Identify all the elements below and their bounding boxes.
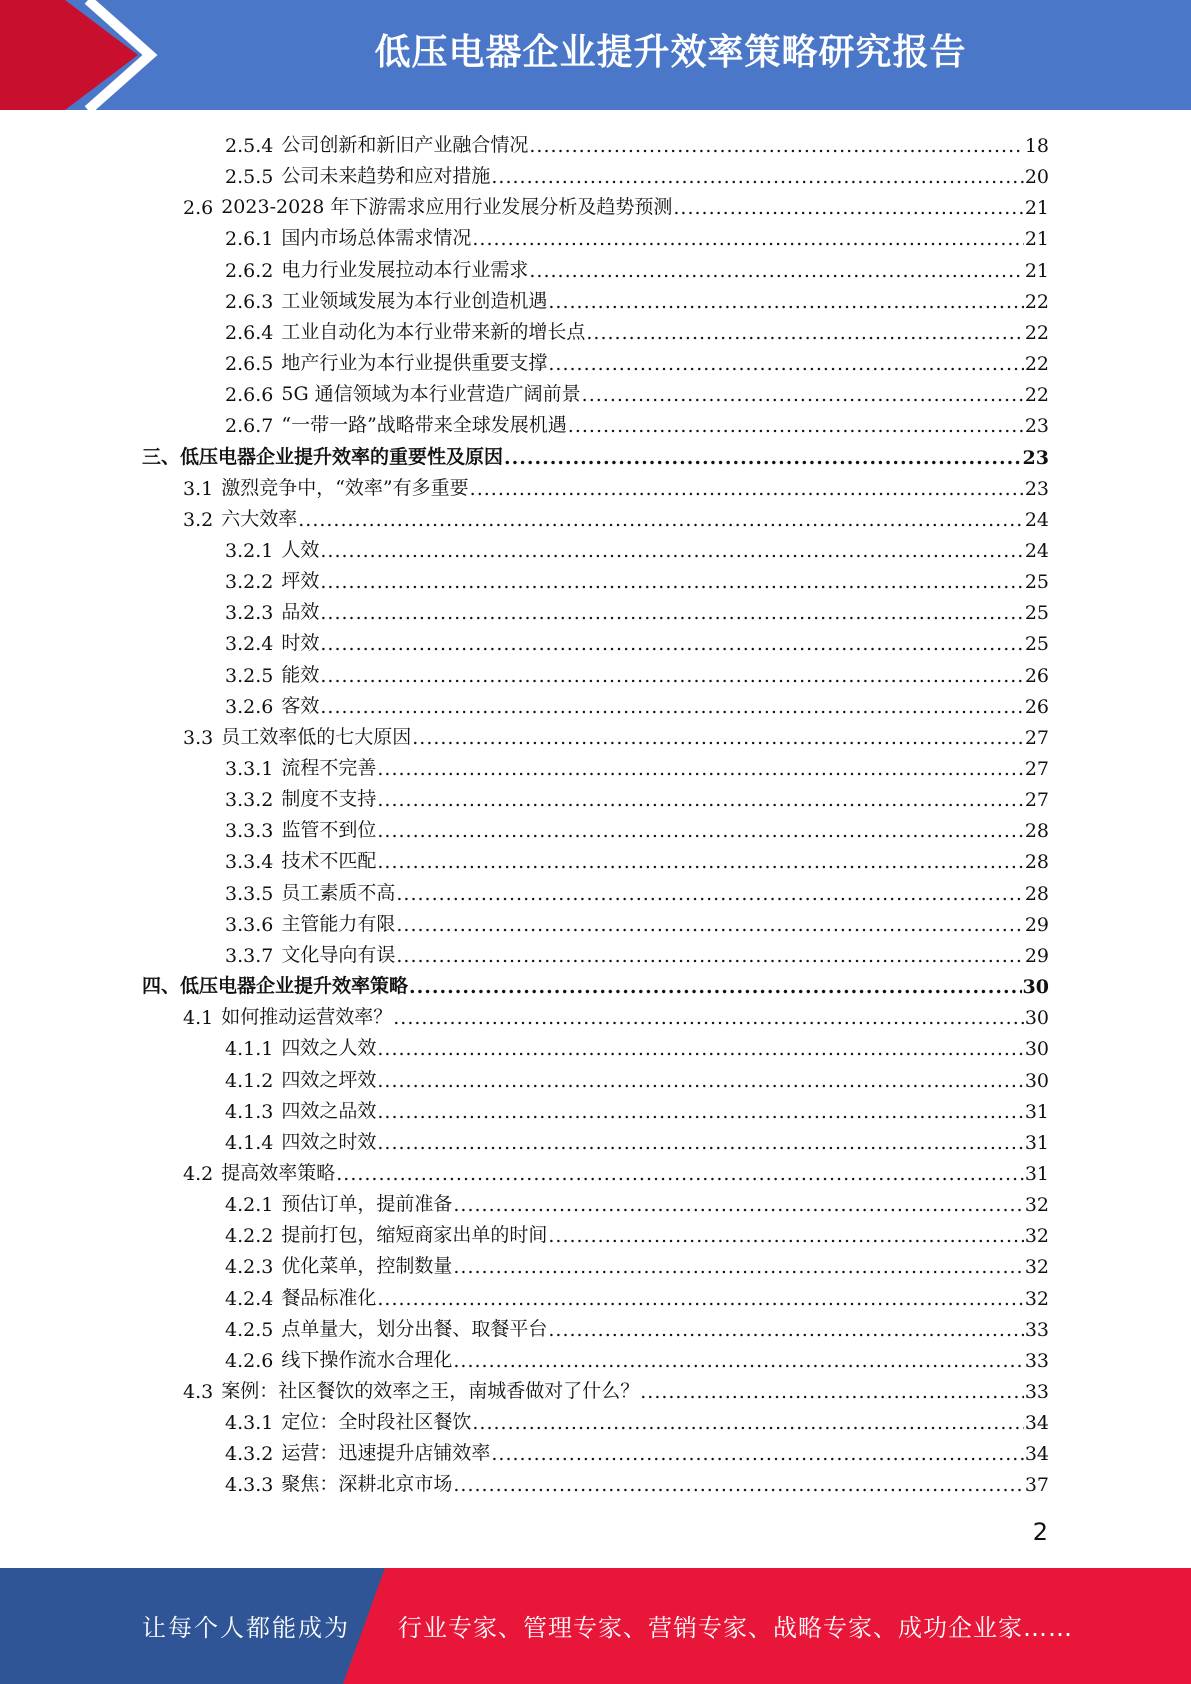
toc-dot-leader <box>396 945 1023 967</box>
toc-entry-number: 4.1 <box>183 1007 214 1030</box>
toc-entry-page: 23 <box>1024 415 1049 438</box>
toc-entry-number: 4.2.5 <box>225 1318 274 1341</box>
toc-dot-leader <box>298 509 1024 531</box>
toc-entry-title: 工业领域发展为本行业创造机遇 <box>281 289 548 312</box>
toc-entry-title: 文化导向有误 <box>281 943 396 966</box>
toc-entry-title: 2023-2028 年下游需求应用行业发展分析及趋势预测 <box>221 196 673 219</box>
toc-dot-leader <box>548 353 1023 375</box>
toc-entry-number: 3.3 <box>183 726 214 749</box>
toc-entry-number: 3.3.2 <box>225 789 274 812</box>
toc-entry-number: 四、 <box>142 975 181 998</box>
toc-dot-leader <box>377 758 1023 780</box>
toc-entry-number: 2.6.6 <box>225 384 274 407</box>
toc-entry[interactable] <box>225 593 1049 624</box>
toc-entry[interactable] <box>225 811 1049 842</box>
toc-entry-number: 2.6.7 <box>225 415 274 438</box>
toc-entry-page: 34 <box>1024 1443 1049 1466</box>
toc-entry-number: 2.6 <box>183 197 214 220</box>
toc-entry-number: 4.1.4 <box>225 1131 274 1154</box>
toc-entry-page: 18 <box>1024 135 1049 157</box>
toc-dot-leader <box>548 1319 1023 1341</box>
toc-entry-number: 3.2.5 <box>225 664 274 687</box>
toc-dot-leader <box>396 914 1023 936</box>
footer-slogan-left: 让每个人都能成为 <box>142 1614 350 1642</box>
toc-entry-number: 2.5.4 <box>225 135 274 157</box>
toc-entry[interactable] <box>225 251 1049 282</box>
toc-entry-number: 4.3.3 <box>225 1474 274 1497</box>
toc-entry-title: 客效 <box>281 694 320 717</box>
toc-entry-page: 30 <box>1024 1069 1049 1092</box>
toc-dot-leader <box>396 883 1023 905</box>
toc-dot-leader <box>491 1443 1023 1465</box>
toc-dot-leader <box>377 1288 1023 1310</box>
header-banner <box>0 0 1191 110</box>
toc-entry[interactable] <box>225 313 1049 344</box>
toc-entry-number: 3.3.5 <box>225 882 274 905</box>
toc-entry-page: 31 <box>1024 1162 1049 1185</box>
toc-entry-title: 四效之坪效 <box>281 1068 377 1091</box>
toc-dot-leader <box>491 166 1023 188</box>
toc-entry-page: 32 <box>1024 1287 1049 1310</box>
toc-entry-title: 能效 <box>281 663 320 686</box>
toc-dot-leader <box>504 447 1022 469</box>
toc-entry-title: 员工素质不高 <box>281 881 396 904</box>
toc-dot-leader <box>412 727 1024 749</box>
toc-entry-title: 低压电器企业提升效率的重要性及原因 <box>180 445 504 468</box>
toc-entry[interactable] <box>225 1029 1049 1060</box>
toc-entry-number: 3.1 <box>183 477 214 500</box>
toc-entry-page: 33 <box>1024 1381 1049 1403</box>
toc-entry-number: 3.3.7 <box>225 944 274 967</box>
toc-entry-number: 3.2.2 <box>225 571 274 594</box>
toc-entry-page: 26 <box>1024 664 1049 687</box>
toc-entry[interactable] <box>225 344 1049 375</box>
toc-entry[interactable] <box>225 1123 1049 1154</box>
toc-entry-page: 25 <box>1024 602 1049 625</box>
toc-entry-title: 电力行业发展拉动本行业需求 <box>281 258 529 281</box>
toc-entry-page: 33 <box>1024 1318 1049 1341</box>
toc-entry-page: 27 <box>1024 758 1049 780</box>
toc-dot-leader <box>320 633 1023 655</box>
toc-dot-leader <box>529 135 1023 157</box>
toc-entry-page: 28 <box>1024 882 1049 905</box>
toc-dot-leader <box>548 1225 1023 1247</box>
toc-entry-page: 32 <box>1024 1256 1049 1279</box>
toc-entry-number: 4.2.2 <box>225 1225 274 1248</box>
toc-dot-leader <box>377 1132 1023 1154</box>
toc-entry[interactable] <box>183 188 1049 219</box>
toc-entry[interactable] <box>183 469 1049 500</box>
toc-entry[interactable] <box>225 1465 1049 1496</box>
toc-entry-title: 运营：迅速提升店铺效率 <box>281 1442 491 1465</box>
footer-slogan-right: 行业专家、管理专家、营销专家、战略专家、成功企业家…… <box>398 1614 1073 1642</box>
toc-entry[interactable] <box>225 157 1049 188</box>
toc-entry-number: 2.6.2 <box>225 259 274 282</box>
toc-dot-leader <box>393 1007 1024 1029</box>
toc-entry-number: 4.2.6 <box>225 1349 274 1372</box>
toc-dot-leader <box>377 1070 1023 1092</box>
toc-dot-leader <box>640 1381 1024 1403</box>
toc-dot-leader <box>673 197 1023 219</box>
toc-entry-title: 监管不到位 <box>281 819 377 842</box>
toc-entry-page: 24 <box>1024 508 1049 531</box>
toc-entry[interactable] <box>142 967 1049 998</box>
toc-entry-title: 四效之时效 <box>281 1130 377 1153</box>
toc-entry-title: 点单量大，划分出餐、取餐平台 <box>281 1317 548 1340</box>
toc-entry-number: 4.3 <box>183 1381 214 1403</box>
toc-entry-title: 员工效率低的七大原因 <box>221 725 412 748</box>
toc-entry-number: 4.2.3 <box>225 1256 274 1279</box>
toc-entry-title: 5G 通信领域为本行业营造广阔前景 <box>281 383 581 406</box>
toc-entry-title: 公司创新和新旧产业融合情况 <box>281 134 529 156</box>
toc-entry[interactable] <box>183 1154 1049 1185</box>
toc-entry-title: 人效 <box>281 538 320 561</box>
toc-entry[interactable] <box>225 1279 1049 1310</box>
toc-entry-page: 29 <box>1024 944 1049 967</box>
toc-entry[interactable] <box>225 905 1049 936</box>
toc-entry-number: 三、 <box>142 445 181 468</box>
toc-entry-page: 28 <box>1024 820 1049 843</box>
toc-entry-number: 4.2 <box>183 1162 214 1185</box>
toc-entry-page: 21 <box>1024 259 1049 282</box>
toc-entry[interactable] <box>225 1434 1049 1465</box>
toc-entry-page: 20 <box>1024 166 1049 189</box>
toc-entry-number: 3.3.1 <box>225 758 274 780</box>
toc-entry-number: 2.6.3 <box>225 290 274 313</box>
toc-dot-leader <box>453 1194 1023 1216</box>
toc-entry-title: 品效 <box>281 601 320 624</box>
toc-dot-leader <box>453 1350 1023 1372</box>
toc-entry-title: 四效之品效 <box>281 1099 377 1122</box>
toc-entry-page: 21 <box>1024 197 1049 220</box>
toc-entry[interactable] <box>225 749 1049 780</box>
toc-entry-page: 32 <box>1024 1194 1049 1217</box>
toc-entry-number: 3.2 <box>183 508 214 531</box>
toc-entry-number: 3.3.4 <box>225 851 274 874</box>
toc-entry[interactable] <box>142 438 1049 469</box>
toc-entry-page: 23 <box>1024 477 1049 500</box>
toc-entry-title: 地产行业为本行业提供重要支撑 <box>281 352 548 375</box>
toc-entry-page: 32 <box>1024 1225 1049 1248</box>
toc-entry-page: 30 <box>1024 1038 1049 1061</box>
toc-entry-number: 2.6.5 <box>225 353 274 376</box>
toc-dot-leader <box>320 696 1023 718</box>
toc-dot-leader <box>568 415 1024 437</box>
toc-entry-title: “一带一路”战略带来全球发展机遇 <box>281 414 567 437</box>
toc-entry-number: 4.1.1 <box>225 1038 274 1061</box>
toc-entry-number: 4.3.1 <box>225 1412 274 1435</box>
toc-entry-page: 22 <box>1024 353 1049 376</box>
toc-dot-leader <box>472 1412 1023 1434</box>
toc-dot-leader <box>453 1474 1023 1496</box>
toc-entry[interactable] <box>183 718 1049 749</box>
toc-entry[interactable] <box>225 126 1049 157</box>
toc-entry-title: 案例：社区餐饮的效率之王，南城香做对了什么？ <box>221 1380 640 1402</box>
toc-entry[interactable] <box>225 1247 1049 1278</box>
toc-entry-number: 3.2.3 <box>225 602 274 625</box>
toc-entry[interactable] <box>225 531 1049 562</box>
toc-entry-title: 定位：全时段社区餐饮 <box>281 1411 472 1434</box>
toc-dot-leader <box>582 384 1024 406</box>
toc-dot-leader <box>377 1101 1023 1123</box>
toc-entry[interactable] <box>225 375 1049 406</box>
toc-entry-number: 3.3.3 <box>225 820 274 843</box>
toc-entry-number: 2.5.5 <box>225 166 274 189</box>
toc-entry-number: 4.2.4 <box>225 1287 274 1310</box>
toc-entry[interactable] <box>225 562 1049 593</box>
toc-entry-number: 3.2.4 <box>225 633 274 656</box>
toc-entry-title: 制度不支持 <box>281 788 377 811</box>
toc-entry-title: 优化菜单，控制数量 <box>281 1255 453 1278</box>
toc-entry-page: 21 <box>1024 228 1049 251</box>
toc-entry[interactable] <box>225 1216 1049 1247</box>
toc-entry-title: 提前打包，缩短商家出单的时间 <box>281 1224 548 1247</box>
toc-dot-leader <box>586 322 1023 344</box>
toc-entry-title: 聚焦：深耕北京市场 <box>281 1473 453 1496</box>
toc-entry-number: 4.1.3 <box>225 1100 274 1123</box>
toc-dot-leader <box>320 665 1023 687</box>
toc-dot-leader <box>548 291 1023 313</box>
toc-entry-title: 技术不匹配 <box>281 850 377 873</box>
toc-dot-leader <box>377 851 1023 873</box>
toc-entry-page: 30 <box>1022 976 1049 999</box>
toc-entry-number: 3.2.6 <box>225 695 274 718</box>
toc-entry-number: 4.3.2 <box>225 1443 274 1466</box>
toc-dot-leader <box>320 602 1023 624</box>
toc-entry-number: 4.2.1 <box>225 1194 274 1217</box>
toc-dot-leader <box>377 1038 1023 1060</box>
toc-entry-page: 31 <box>1024 1131 1049 1154</box>
footer-banner <box>0 1568 1191 1684</box>
toc-entry-title: 公司未来趋势和应对措施 <box>281 165 491 188</box>
toc-entry[interactable] <box>225 1341 1049 1372</box>
toc-dot-leader <box>377 820 1023 842</box>
toc-entry-page: 25 <box>1024 633 1049 656</box>
toc-entry-page: 37 <box>1024 1474 1049 1497</box>
toc-entry-title: 国内市场总体需求情况 <box>281 227 472 250</box>
toc-entry[interactable] <box>225 874 1049 905</box>
toc-dot-leader <box>377 789 1023 811</box>
toc-entry-title: 如何推动运营效率？ <box>221 1006 393 1029</box>
toc-entry[interactable] <box>183 998 1049 1029</box>
toc-entry-title: 流程不完善 <box>281 757 377 779</box>
toc-entry-page: 29 <box>1024 913 1049 936</box>
toc-entry-title: 预估订单，提前准备 <box>281 1193 453 1216</box>
toc-entry-page: 33 <box>1024 1349 1049 1372</box>
toc-entry[interactable] <box>225 936 1049 967</box>
toc-entry[interactable] <box>225 1185 1049 1216</box>
toc-entry[interactable] <box>225 780 1049 811</box>
toc-entry-page: 27 <box>1024 726 1049 749</box>
toc-entry-page: 26 <box>1024 695 1049 718</box>
toc-entry-number: 2.6.1 <box>225 228 274 251</box>
toc-entry-number: 3.2.1 <box>225 539 274 562</box>
toc-dot-leader <box>409 976 1022 998</box>
toc-entry-page: 27 <box>1024 789 1049 812</box>
toc-entry-title: 线下操作流水合理化 <box>281 1348 453 1371</box>
toc-dot-leader <box>320 571 1023 593</box>
toc-entry-title: 六大效率 <box>221 507 298 530</box>
toc-entry-title: 主管能力有限 <box>281 912 396 935</box>
toc-entry-title: 工业自动化为本行业带来新的增长点 <box>281 320 586 343</box>
page-title: 低压电器企业提升效率策略研究报告 <box>374 32 967 73</box>
toc-entry-title: 时效 <box>281 632 320 655</box>
toc-entry[interactable] <box>225 624 1049 655</box>
toc-entry[interactable] <box>183 1372 1049 1403</box>
toc-entry[interactable] <box>183 500 1049 531</box>
toc-dot-leader <box>336 1163 1024 1185</box>
toc-entry-page: 25 <box>1024 571 1049 594</box>
toc-entry[interactable] <box>225 687 1049 718</box>
toc-entry[interactable] <box>225 1403 1049 1434</box>
toc-entry-title: 坪效 <box>281 570 320 593</box>
toc-entry-title: 激烈竞争中，“效率”有多重要 <box>221 476 469 499</box>
toc-entry[interactable] <box>225 842 1049 873</box>
toc-entry[interactable] <box>225 219 1049 250</box>
toc-entry-page: 23 <box>1022 446 1049 469</box>
toc-entry[interactable] <box>225 1061 1049 1092</box>
toc-dot-leader <box>453 1256 1023 1278</box>
toc-entry-page: 30 <box>1024 1007 1049 1030</box>
toc-entry[interactable] <box>225 1310 1049 1341</box>
toc-dot-leader <box>320 540 1023 562</box>
toc-entry-number: 3.3.6 <box>225 913 274 936</box>
toc-entry-number: 2.6.4 <box>225 321 274 344</box>
toc-entry-page: 24 <box>1024 539 1049 562</box>
toc-entry-page: 34 <box>1024 1412 1049 1435</box>
toc-entry[interactable] <box>225 282 1049 313</box>
toc-entry-page: 31 <box>1024 1100 1049 1123</box>
toc-entry-title: 餐品标准化 <box>281 1286 377 1309</box>
toc-entry-page: 22 <box>1024 321 1049 344</box>
toc-entry-title: 低压电器企业提升效率策略 <box>180 975 409 998</box>
toc-entry[interactable] <box>225 656 1049 687</box>
toc-dot-leader <box>529 260 1023 282</box>
toc-dot-leader <box>472 228 1023 250</box>
toc-entry-number: 4.1.2 <box>225 1069 274 1092</box>
chevron-arrow-icon <box>0 0 160 110</box>
toc-entry-title: 提高效率策略 <box>221 1161 336 1184</box>
toc-entry[interactable] <box>225 406 1049 437</box>
toc-entry-page: 22 <box>1024 384 1049 407</box>
page-number: 2 <box>1032 1518 1048 1546</box>
toc-dot-leader <box>470 478 1024 500</box>
toc-entry-title: 四效之人效 <box>281 1037 377 1060</box>
toc-entry-page: 28 <box>1024 851 1049 874</box>
toc-entry-page: 22 <box>1024 290 1049 313</box>
toc-entry[interactable] <box>225 1092 1049 1123</box>
